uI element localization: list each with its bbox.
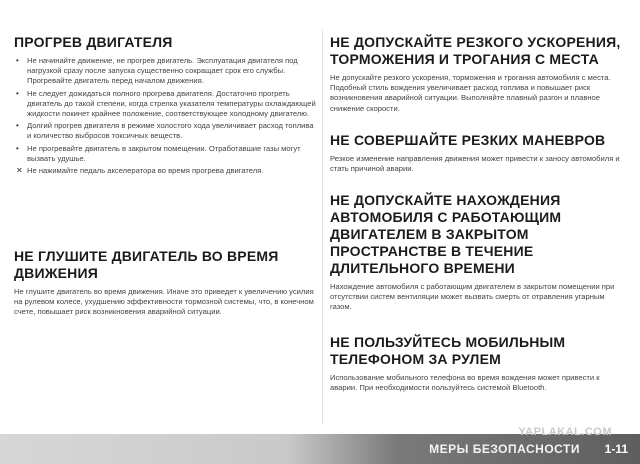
bullet-marker: • — [16, 121, 19, 131]
section-dont-stop-engine — [14, 248, 316, 318]
footer-section-title: МЕРЫ БЕЗОПАСНОСТИ — [429, 442, 580, 456]
section-heading: НЕ ПОЛЬЗУЙТЕСЬ МОБИЛЬНЫМ ТЕЛЕФОНОМ ЗА РУЛЕМ — [330, 334, 566, 367]
section-text: Не глушите двигатель во время движения. Иначе это приведет к увеличению усилия на рулевом колесе, ухудшению эффективности тормозной системы, что, в конечном счете, повышает риск возникновения аварийной ситуации. — [14, 287, 314, 317]
bullet-list — [14, 56, 316, 176]
section-no-sudden-acceleration — [330, 34, 628, 114]
watermark: YAPLAKAL.COM — [518, 426, 612, 438]
section-heading: НЕ ДОПУСКАЙТЕ НАХОЖДЕНИЯ АВТОМОБИЛЯ С РАБОТАЮЩИМ ДВИГАТЕЛЕМ В ЗАКРЫТОМ ПРОСТРАНСТВЕ В ТЕЧЕНИЕ ДЛИТЕЛЬНОГО ВРЕМЕНИ — [330, 192, 562, 276]
list-item — [14, 144, 316, 164]
section-heading: ПРОГРЕВ ДВИГАТЕЛЯ — [14, 34, 173, 50]
list-item-text: Долгий прогрев двигателя в режиме холостого хода увеличивает расход топлива и количество выбросов токсичных веществ. — [27, 121, 314, 141]
section-text: Резкое изменение направления движения может привести к заносу автомобиля и стать причиной аварии. — [330, 154, 620, 174]
list-item — [14, 121, 316, 141]
cross-icon: ✕ — [16, 166, 23, 176]
bullet-marker: • — [16, 56, 19, 65]
section-heading: НЕ ДОПУСКАЙТЕ РЕЗКОГО УСКОРЕНИЯ, ТОРМОЖЕНИЯ И ТРОГАНИЯ С МЕСТА — [330, 34, 621, 67]
section-closed-space-engine — [330, 192, 628, 313]
section-text: Нахождение автомобиля с работающим двигателем в закрытом помещении при отсутствии систем вентиляции может вызвать смерть от отравления угарным газом. — [330, 282, 615, 312]
list-item — [14, 89, 316, 120]
bullet-marker: • — [16, 143, 19, 153]
column-divider — [322, 30, 323, 425]
list-item — [14, 56, 316, 87]
section-heading: НЕ СОВЕРШАЙТЕ РЕЗКИХ МАНЕВРОВ — [330, 132, 606, 148]
section-no-mobile-phone — [330, 334, 628, 393]
page-footer — [0, 434, 640, 464]
list-item-text: Не прогревайте двигатель в закрытом помещении. Отработавшие газы могут вызвать удушье. — [27, 143, 301, 163]
section-text: Не допускайте резкого ускорения, торможения и трогания автомобиля с места. Подобный стиль вождения увеличивает расход топлива и повышает риск возникновения аварийной ситуации. Выполняйте плавный разгон и плавное снижение скорости. — [330, 73, 611, 113]
list-item-text: Не начинайте движение, не прогрев двигатель. Эксплуатация двигателя под нагрузкой сразу после запуска существенно сокращает срок его службы. Прогревайте двигатель перед началом движения. — [27, 56, 298, 86]
list-item-text: Не нажимайте педаль акселератора во время прогрева двигателя. — [27, 166, 264, 176]
bullet-marker: • — [16, 88, 19, 98]
section-no-sharp-maneuvers — [330, 132, 628, 174]
section-engine-warmup — [14, 34, 316, 178]
list-item-text: Не следует дожидаться полного прогрева двигателя. Достаточно прогреть двигатель до такой степени, когда стрелка указателя температуры охлаждающей жидкости покинет крайнее положение, соответствующее холодному двигателю. — [27, 88, 316, 119]
page-number: 1-11 — [604, 442, 628, 456]
section-text: Использование мобильного телефона во время вождения может привести к аварии. При необходимости пользуйтесь системой Bluetooth. — [330, 373, 600, 393]
list-item — [14, 166, 316, 176]
section-heading: НЕ ГЛУШИТЕ ДВИГАТЕЛЬ ВО ВРЕМЯ ДВИЖЕНИЯ — [14, 248, 279, 281]
